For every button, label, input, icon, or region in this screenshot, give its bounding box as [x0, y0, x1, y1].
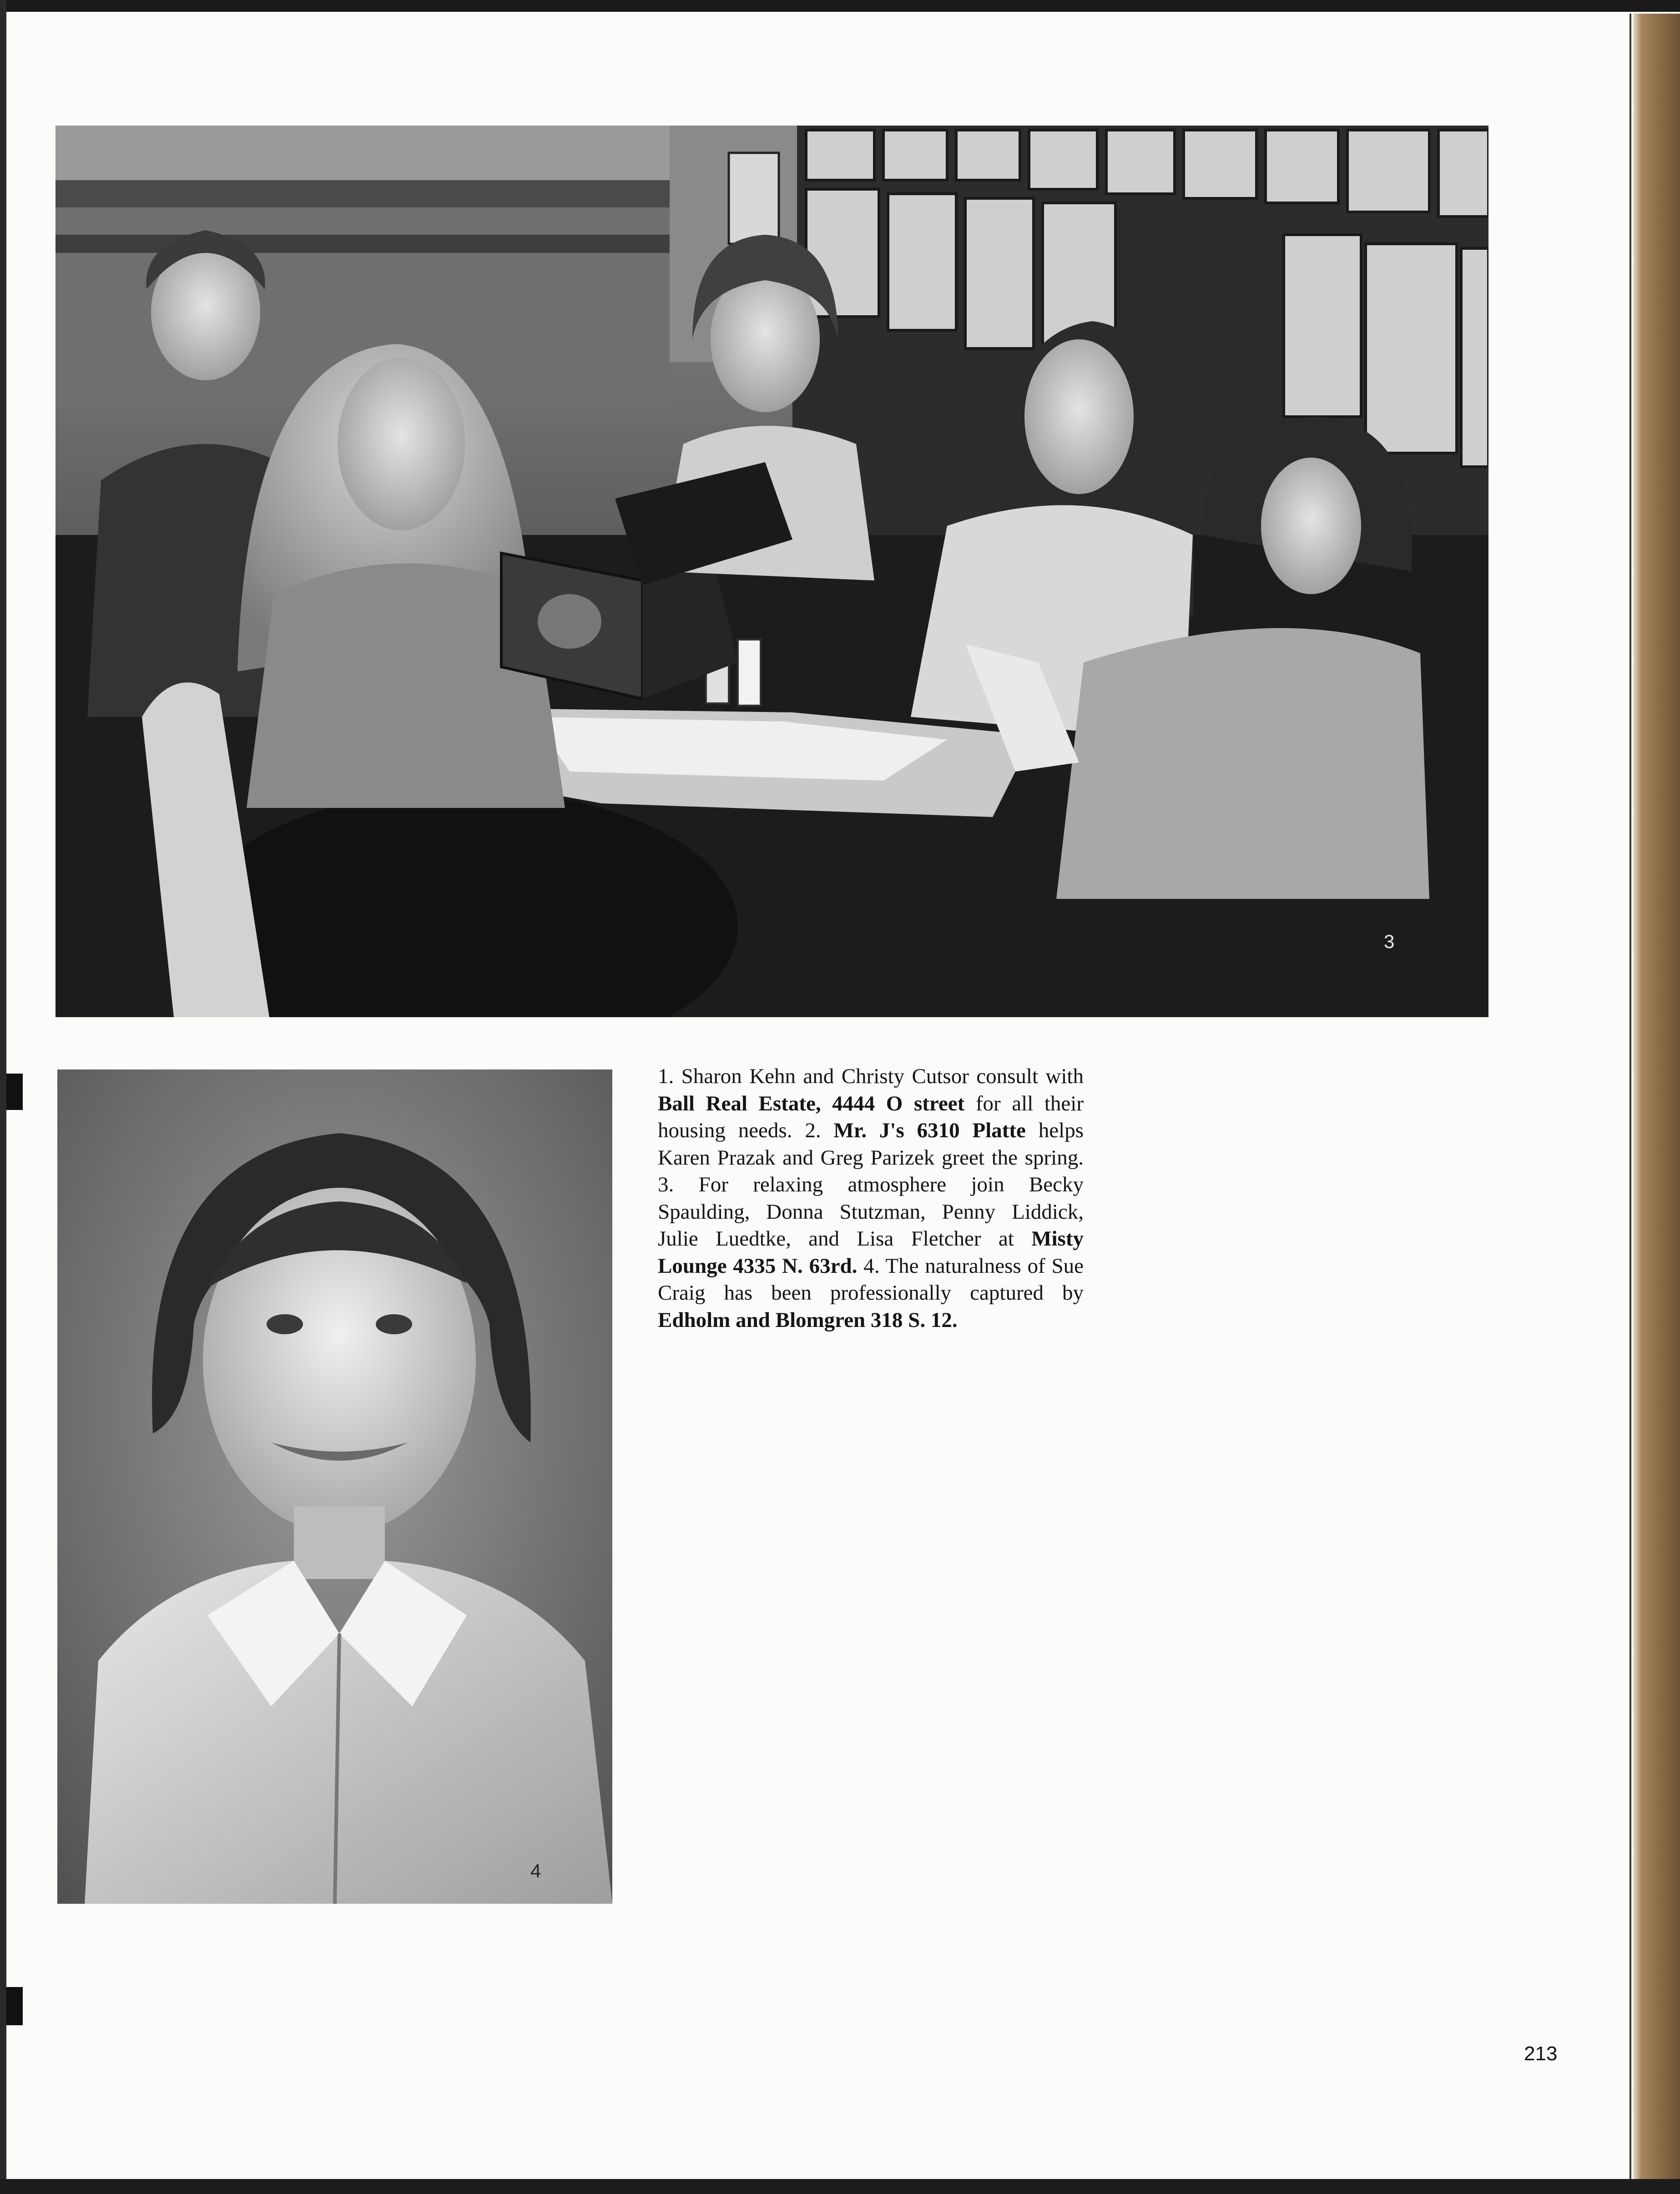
caption-text — [658, 1063, 1084, 1334]
scan-edge-left — [0, 0, 6, 2194]
photo-portrait — [57, 1069, 612, 1904]
binder-tab-lower — [6, 1987, 23, 2025]
caption-business-ball-real-estate: Ball Real Estate, 4444 O street — [658, 1091, 965, 1115]
photo-restaurant-group — [55, 126, 1488, 1017]
caption-segment: 1. Sharon Kehn and Christy Cutsor consult with — [658, 1064, 1084, 1088]
scan-edge-bottom — [0, 2179, 1680, 2194]
page-number: 213 — [1524, 2043, 1558, 2065]
caption-business-misty-lounge: Misty Lounge 4335 N. 63rd. — [658, 1227, 1084, 1278]
scan-edge-top — [0, 0, 1680, 12]
photo-portrait-image — [57, 1069, 612, 1904]
page-edge-line — [1630, 14, 1631, 2179]
caption-business-mr-js: Mr. J's 6310 Platte — [833, 1119, 1026, 1142]
photo-number-3: 3 — [1384, 931, 1395, 952]
binder-tab-upper — [6, 1074, 23, 1110]
caption-segment: 4. The naturalness of Sue Craig has been professionally captured by — [658, 1254, 1084, 1305]
photo-restaurant-image — [55, 126, 1488, 1017]
photo-number-4: 4 — [530, 1860, 541, 1881]
book-cover-edge — [1633, 14, 1680, 2179]
caption-business-edholm-blomgren: Edholm and Blomgren 318 S. 12. — [658, 1308, 958, 1332]
caption-segment: for all their housing needs. 2. — [658, 1091, 1084, 1142]
caption-segment: helps Karen Prazak and Greg Parizek greet the spring. 3. For relaxing atmosphere join Becky Spaulding, Donna Stutzman, Penny Liddick, Julie Luedtke, and Lisa Fletcher at — [658, 1119, 1084, 1251]
